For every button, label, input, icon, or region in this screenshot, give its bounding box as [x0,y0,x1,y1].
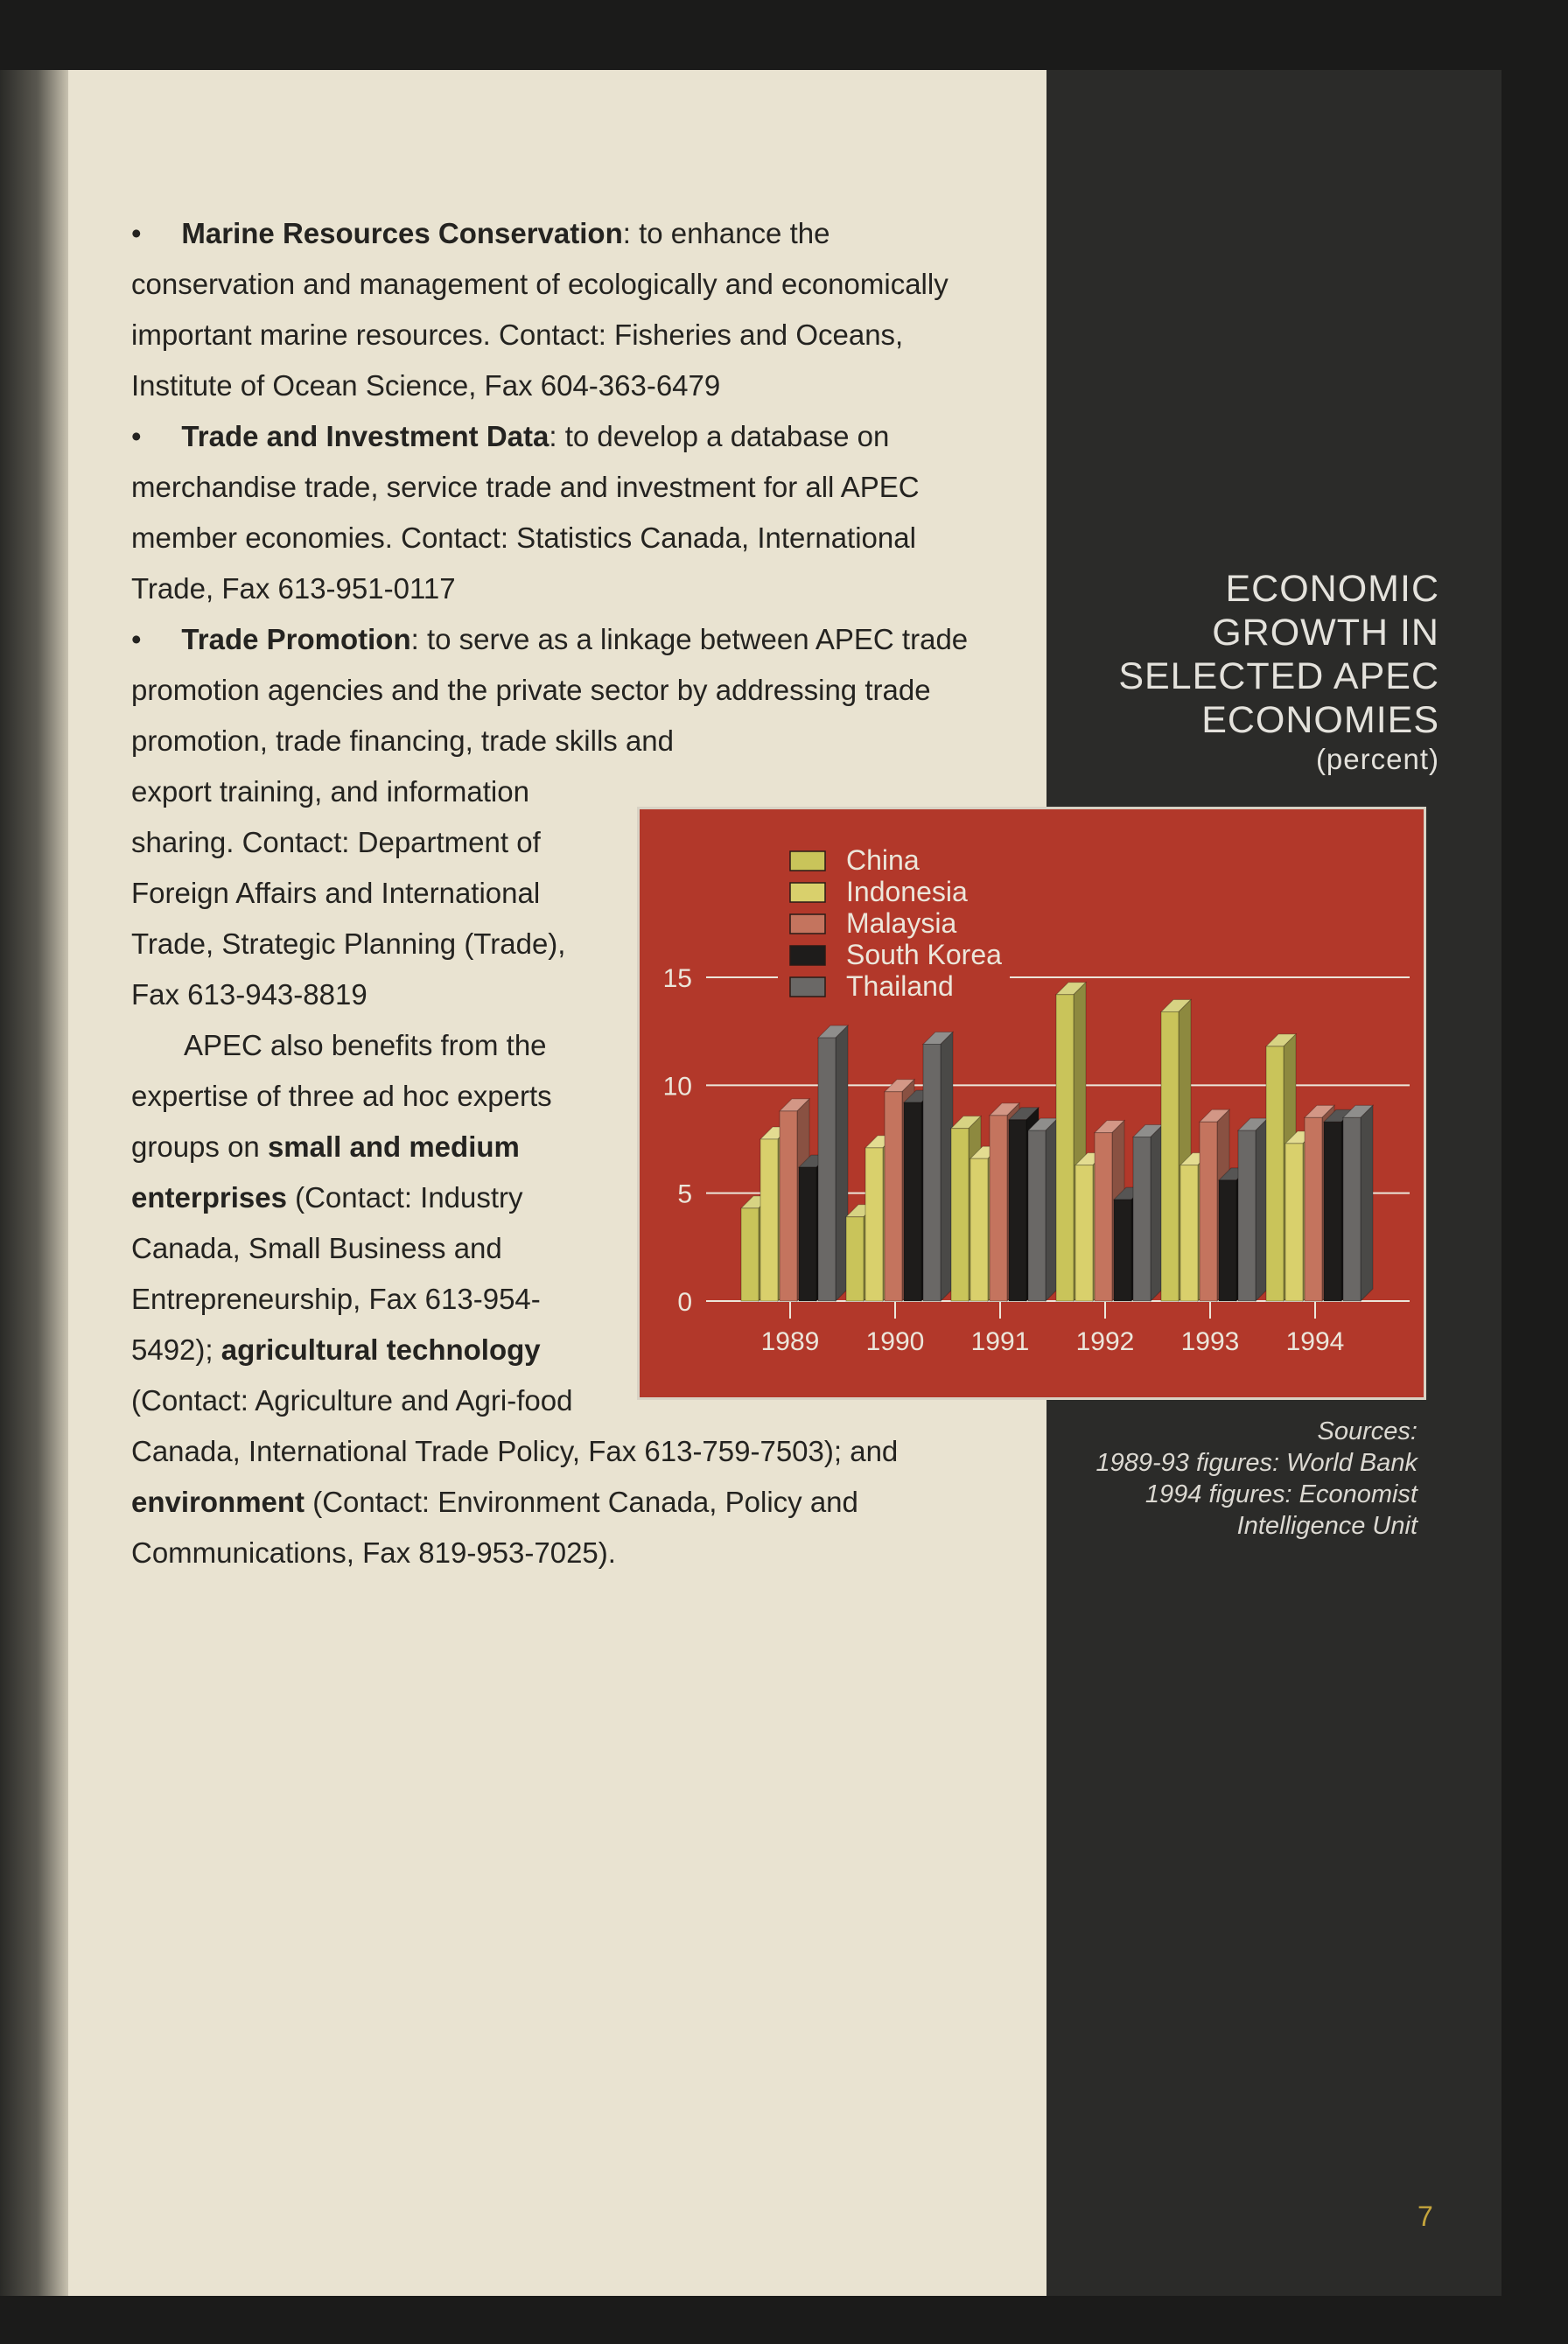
trade-data-paragraph: • Trade and Investment Data: to develop a database on merchandise trade, service trade and investment for all APEC member economies. Contact: Statistics Canada, International Trade, Fax 613-951-0117 [131,420,920,605]
x-tick-label: 1990 [865,1327,925,1356]
apec-text-4: Canada, International Trade Policy, Fax 613-759-7503); and [131,1435,899,1467]
promotion-paragraph-continued: export training, and information sharing. Contact: Department of Foreign Affairs and International Trade, Strategic Planning (Trade), Fax 613-943-8819 [131,775,566,1011]
bar [741,1208,759,1301]
chart-units: (percent) [1315,743,1439,775]
y-tick-label: 10 [662,1072,692,1102]
trade-data-title: Trade and Investment Data [181,420,550,452]
bar [1324,1122,1341,1301]
promotion-body: : to serve as a linkage between APEC trade promotion agencies and the private sector by addressing trade promotion, trade financing, trade skills and [131,623,969,757]
legend-swatch [790,851,825,871]
source-line-3: Intelligence Unit [1236,1512,1418,1540]
bar [1028,1130,1046,1301]
legend-swatch [790,883,825,902]
chart-heading-line-4: ECONOMIES [1201,699,1439,741]
apec-text-2: (Contact: Industry Canada, Small Business and Entrepreneurship, Fax 613-954-5492); [131,1181,541,1366]
sources-label: Sources: [1317,1417,1418,1445]
apec-paragraph-continued [131,1426,998,1578]
y-tick-label: 5 [677,1179,692,1209]
legend-swatch [790,946,825,965]
bar [1238,1130,1256,1301]
apec-text-5: (Contact: Environment Canada, Policy and Communications, Fax 819-953-7025). [131,1486,858,1569]
x-tick-label: 1989 [760,1327,820,1356]
page-binding [0,70,68,2296]
x-tick-label: 1991 [970,1327,1030,1356]
growth-chart [640,809,1424,1397]
apec-bold-agri: agricultural technology [220,1333,541,1366]
marine-title: Marine Resources Conservation [181,217,623,249]
apec-bold-env: environment [131,1486,305,1518]
apec-paragraph [131,1020,595,1426]
trade-data-body: : to develop a database on merchandise trade, service trade and investment for all APEC member economies. Contact: Statistics Canada, International Trade, Fax 613-951-0117 [131,420,920,605]
bar [1095,1133,1112,1301]
bar [1056,995,1074,1301]
bar [799,1167,816,1301]
bar [1219,1180,1236,1301]
bar [1266,1046,1284,1301]
y-tick-label: 0 [677,1288,692,1317]
x-tick-label: 1993 [1180,1327,1240,1356]
bar [865,1148,883,1301]
x-tick-label: 1992 [1075,1327,1135,1356]
chart-panel [637,807,1426,1400]
bar [1180,1165,1198,1301]
legend-label: Malaysia [846,907,957,939]
marine-paragraph: • Marine Resources Conservation: to enhance the conservation and management of ecologically and economically important marine resources. Contact: Fisheries and Oceans, Institute of Ocean Science, Fax 604-363-6479 [131,217,948,402]
marine-body: : to enhance the conservation and management of ecologically and economically important marine resources. Contact: Fisheries and Oceans, Institute of Ocean Science, Fax 604-363-6479 [131,217,948,402]
bar [818,1038,836,1301]
bar [846,1217,864,1301]
apec-bold-sme: small and medium enterprises [131,1130,520,1214]
bar [923,1044,941,1301]
bar [990,1116,1007,1301]
promotion-paragraph: • Trade Promotion: to serve as a linkage between APEC trade promotion agencies and the private sector by addressing trade promotion, trade financing, trade skills and [131,623,969,757]
legend-label: South Korea [846,939,1002,970]
chart-heading-line-2: GROWTH IN [1212,612,1439,654]
bar [760,1139,778,1301]
legend-swatch [790,977,825,997]
source-line-1: 1989-93 figures: World Bank [1096,1449,1418,1477]
legend-swatch [790,914,825,934]
bar-side [1361,1105,1373,1301]
apec-text-1: APEC also benefits from the expertise of three ad hoc experts groups on [131,1029,552,1163]
bar [780,1111,797,1301]
bar [1285,1144,1303,1301]
chart-heading [1050,567,1439,777]
legend-label: Indonesia [846,876,968,907]
bar [1305,1117,1322,1301]
bar [885,1092,902,1301]
y-tick-label: 15 [662,964,692,993]
bar [1161,1011,1179,1301]
bar [1009,1120,1026,1301]
legend-label: China [846,844,920,876]
legend-label: Thailand [846,970,954,1002]
bar [1114,1200,1131,1301]
bar [951,1129,969,1301]
promotion-title: Trade Promotion [181,623,411,655]
chart-heading-line-1: ECONOMIC [1225,568,1439,610]
x-tick-label: 1994 [1285,1327,1345,1356]
source-line-2: 1994 figures: Economist [1144,1480,1418,1508]
bar [970,1158,988,1301]
chart-heading-line-3: SELECTED APEC [1118,655,1439,697]
apec-text-3: (Contact: Agriculture and Agri-food [131,1384,573,1417]
bar [1075,1165,1093,1301]
bar [1133,1137,1151,1301]
page-number: 7 [1418,2201,1433,2232]
sources-note [1006,1416,1418,1542]
bar [1343,1117,1361,1301]
bar [904,1102,921,1301]
bar [1200,1122,1217,1301]
